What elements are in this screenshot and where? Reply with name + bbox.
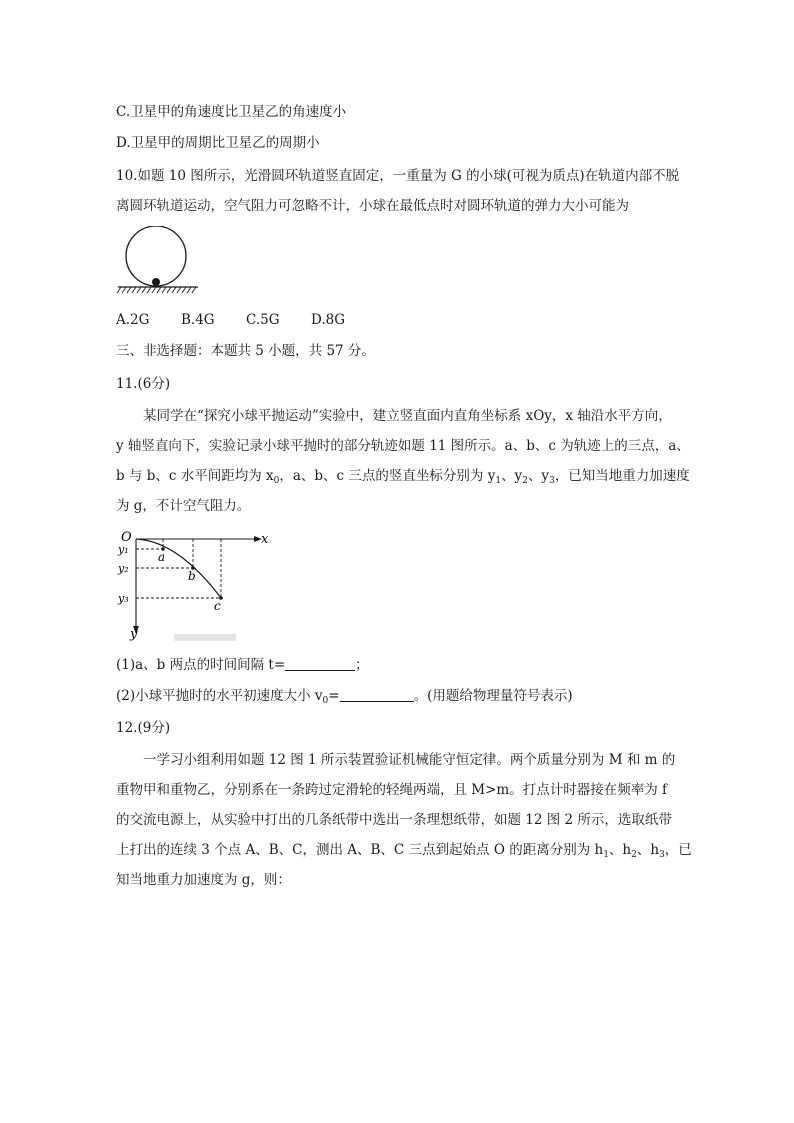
q11-line3: b 与 b、c 水平间距均为 $x_0$，a、b、c 三点的竖直坐标分别为 $y_1$、$y_2$、$y_3$，已知当地重力加速度: [116, 468, 690, 486]
q11-line2: y 轴竖直向下，实验记录小球平抛时的部分轨迹如题 11 图所示。a、b、c 为轨迹上的三点，a、: [116, 438, 690, 454]
ground-hatching: [117, 287, 196, 293]
q12-line2: 重物甲和重物乙，分别系在一条跨过定滑轮的轻绳两端，且 M>m。打点计时器接在频率为 f: [116, 782, 668, 798]
point-a-label: a: [158, 550, 166, 564]
q10-figure-ring-track: [116, 226, 200, 298]
ring-track: [126, 226, 186, 286]
section3-heading: 三、非选择题：本题共 5 小题，共 57 分。: [116, 343, 375, 359]
q12-line3: 的交流电源上，从实验中打出的几条纸带中选出一条理想纸带，如题 12 图 2 所示，选取纸带: [116, 812, 672, 828]
q10-stem-line2: 离圆环轨道运动，空气阻力可忽略不计，小球在最低点时对圆环轨道的弹力大小可能为: [116, 198, 629, 214]
ball: [152, 278, 160, 286]
guide-lines: [136, 539, 221, 598]
q10-options: [116, 310, 376, 330]
q9-option-d: D.卫星甲的周期比卫星乙的周期小: [116, 135, 320, 151]
q11-line1: 某同学在“探究小球平抛运动”实验中，建立竖直面内直角坐标系 xOy，x 轴沿水平方向，: [143, 408, 672, 424]
y2-label: y₂: [118, 562, 129, 575]
q11-line4: 为 g，不计空气阻力。: [116, 498, 251, 514]
q11-number: 11.(6分): [116, 376, 171, 392]
q10-stem-line1: 10.如题 10 图所示，光滑圆环轨道竖直固定，一重量为 G 的小球(可视为质点)在轨道内部不脱: [116, 168, 680, 184]
q10-option-c: C.5G: [246, 312, 280, 328]
q12-number: 12.(9分): [116, 720, 171, 736]
point-b-label: b: [188, 569, 196, 583]
q10-option-b: B.4G: [181, 312, 215, 328]
y3-label: y₃: [118, 592, 129, 605]
x-axis-label: x: [261, 532, 269, 547]
q10-option-a: A.2G: [116, 312, 150, 328]
q11-figure-trajectory: [114, 528, 274, 644]
y-axis-label: y: [130, 627, 138, 642]
q11-part2: (2)小球平抛时的水平初速度大小 $v_0=$ 。(用题给物理量符号表示): [116, 688, 573, 706]
q12-line4: 上打出的连续 3 个点 A、B、C，测出 A、B、C 三点到起始点 O 的距离分别为 $h_1$、$h_2$、$h_3$，已: [116, 842, 692, 860]
q12-line5: 知当地重力加速度为 g，则：: [116, 872, 291, 888]
trajectory-curve: [136, 539, 221, 598]
point-c-label: c: [214, 599, 221, 613]
q9-option-c: C.卫星甲的角速度比卫星乙的角速度小: [116, 104, 347, 120]
q12-line1: 一学习小组利用如题 12 图 1 所示装置验证机械能守恒定律。两个质量分别为 M 和 m 的: [143, 752, 676, 768]
answer-blank-v0[interactable]: [340, 687, 414, 702]
q10-option-d: D.8G: [311, 312, 346, 328]
q11-part1: (1)a、b 两点的时间间隔 t= ；: [116, 657, 369, 673]
watermark-smudge: [174, 634, 236, 641]
answer-blank-t[interactable]: [285, 656, 355, 671]
y1-label: y₁: [118, 543, 129, 556]
origin-label: O: [121, 530, 132, 545]
